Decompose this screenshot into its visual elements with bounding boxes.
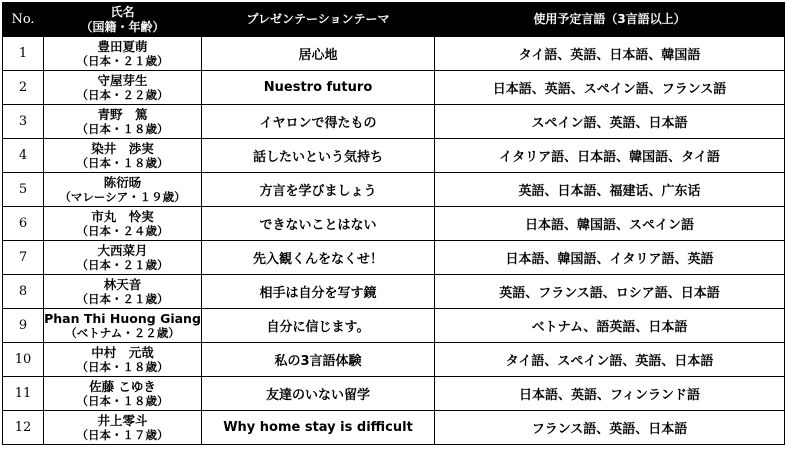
row-number: 3 bbox=[3, 105, 44, 139]
participant-name-cell bbox=[44, 71, 202, 105]
participant-name: 市丸 怜実 bbox=[91, 208, 154, 224]
row-number: 2 bbox=[3, 71, 44, 105]
header-name-label: 氏名 bbox=[110, 4, 135, 19]
row-number: 4 bbox=[3, 139, 44, 173]
row-number: 11 bbox=[3, 377, 44, 411]
participant-name: 中村 元哉 bbox=[91, 344, 154, 360]
languages: タイ語、スペイン語、英語、日本語 bbox=[435, 343, 785, 377]
table-row bbox=[3, 309, 785, 343]
participant-name-cell bbox=[44, 139, 202, 173]
table-row bbox=[3, 71, 785, 105]
participant-name: 井上零斗 bbox=[97, 412, 148, 428]
participant-name-cell bbox=[44, 411, 202, 445]
languages: イタリア語、日本語、韓国語、タイ語 bbox=[435, 139, 785, 173]
participant-name-cell bbox=[44, 37, 202, 71]
presentation-theme: 話したいという気持ち bbox=[202, 139, 435, 173]
participant-info: （日本・２１歳） bbox=[76, 257, 169, 272]
languages: 日本語、韓国語、イタリア語、英語 bbox=[435, 241, 785, 275]
table-row bbox=[3, 241, 785, 275]
row-number: 7 bbox=[3, 241, 44, 275]
table-header bbox=[3, 3, 785, 37]
row-number: 8 bbox=[3, 275, 44, 309]
languages: フランス語、英語、日本語 bbox=[435, 411, 785, 445]
participant-info: （日本・２２歳） bbox=[76, 87, 169, 102]
languages: スペイン語、英語、日本語 bbox=[435, 105, 785, 139]
languages: ベトナム、語英語、日本語 bbox=[435, 309, 785, 343]
row-number: 10 bbox=[3, 343, 44, 377]
header-name bbox=[44, 3, 202, 37]
header-languages: 使用予定言語（3言語以上） bbox=[435, 3, 785, 37]
presentation-theme: 友達のいない留学 bbox=[202, 377, 435, 411]
participant-name: 染井 渉実 bbox=[91, 140, 154, 156]
table-row bbox=[3, 139, 785, 173]
participant-info: （日本・２４歳） bbox=[76, 223, 169, 238]
presentation-theme: 居心地 bbox=[202, 37, 435, 71]
presentation-theme: イヤロンで得たもの bbox=[202, 105, 435, 139]
participant-info: （日本・２１歳） bbox=[76, 53, 169, 68]
participant-name: Phan Thi Huong Giang bbox=[44, 310, 201, 326]
row-number: 12 bbox=[3, 411, 44, 445]
participant-name-cell bbox=[44, 377, 202, 411]
participant-name-cell bbox=[44, 105, 202, 139]
row-number: 9 bbox=[3, 309, 44, 343]
header-name-sub: （国籍・年齢） bbox=[80, 19, 165, 34]
participant-info: （マレーシア・１９歳） bbox=[59, 189, 186, 204]
presentation-theme: 先入観くんをなくせ！ bbox=[202, 241, 435, 275]
languages: 日本語、英語、フィンランド語 bbox=[435, 377, 785, 411]
presentation-theme: Nuestro futuro bbox=[202, 71, 435, 105]
participant-name: 守屋芽生 bbox=[97, 72, 148, 88]
languages: 英語、日本語、福建话、广东话 bbox=[435, 173, 785, 207]
participant-info: （日本・１８歳） bbox=[76, 155, 169, 170]
presentation-theme: できないことはない bbox=[202, 207, 435, 241]
header-no: No. bbox=[3, 3, 44, 37]
participant-name: 陈衍旸 bbox=[103, 174, 142, 190]
participant-name: 大西菜月 bbox=[97, 242, 148, 258]
table-row bbox=[3, 207, 785, 241]
header-row bbox=[3, 3, 785, 37]
presentation-theme: 相手は自分を写す鏡 bbox=[202, 275, 435, 309]
participant-info: （日本・２１歳） bbox=[76, 291, 169, 306]
participant-name-cell bbox=[44, 241, 202, 275]
participant-name-cell bbox=[44, 207, 202, 241]
participant-info: （日本・１８歳） bbox=[76, 359, 169, 374]
participant-name: 青野 篤 bbox=[97, 106, 148, 122]
participant-name: 佐藤 こゆき bbox=[89, 378, 156, 394]
participant-info: （日本・１８歳） bbox=[76, 121, 169, 136]
table-row bbox=[3, 343, 785, 377]
participant-name-cell bbox=[44, 275, 202, 309]
presentation-theme: 私の3言語体験 bbox=[202, 343, 435, 377]
participant-name-cell bbox=[44, 309, 202, 343]
participant-info: （日本・１７歳） bbox=[76, 427, 169, 442]
languages: 日本語、韓国語、スペイン語 bbox=[435, 207, 785, 241]
table-row bbox=[3, 105, 785, 139]
presentation-theme: 自分に信じます。 bbox=[202, 309, 435, 343]
row-number: 5 bbox=[3, 173, 44, 207]
languages: タイ語、英語、日本語、韓国語 bbox=[435, 37, 785, 71]
participant-name-cell bbox=[44, 343, 202, 377]
row-number: 1 bbox=[3, 37, 44, 71]
languages: 英語、フランス語、ロシア語、日本語 bbox=[435, 275, 785, 309]
header-theme: プレゼンテーションテーマ bbox=[202, 3, 435, 37]
participant-name: 林天音 bbox=[103, 276, 142, 292]
table-body bbox=[3, 37, 785, 445]
presentation-theme: 方言を学びましょう bbox=[202, 173, 435, 207]
table-row bbox=[3, 377, 785, 411]
row-number: 6 bbox=[3, 207, 44, 241]
participant-name: 豊田夏萌 bbox=[97, 38, 148, 54]
table-row bbox=[3, 275, 785, 309]
table-row bbox=[3, 411, 785, 445]
table-row bbox=[3, 37, 785, 71]
presentation-theme: Why home stay is difficult bbox=[202, 411, 435, 445]
languages: 日本語、英語、スペイン語、フランス語 bbox=[435, 71, 785, 105]
table-row bbox=[3, 173, 785, 207]
participant-info: （ベトナム・２２歳） bbox=[65, 325, 180, 340]
participant-info: （日本・１８歳） bbox=[76, 393, 169, 408]
participant-name-cell bbox=[44, 173, 202, 207]
participants-table bbox=[2, 2, 785, 445]
